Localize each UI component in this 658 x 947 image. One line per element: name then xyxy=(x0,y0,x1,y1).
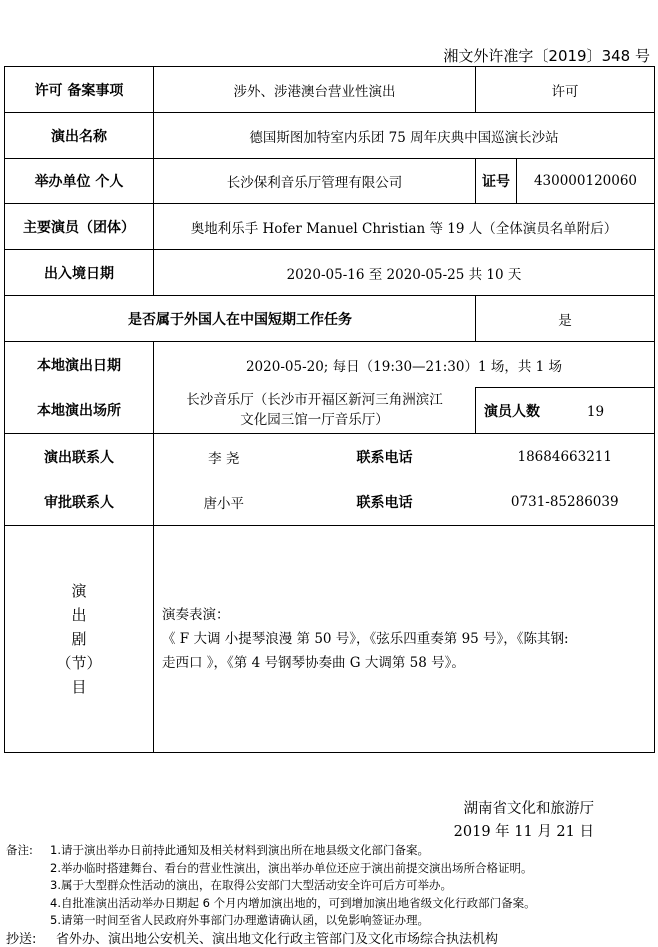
notes-header: 备注: xyxy=(6,843,33,857)
show-name-label: 演出名称 xyxy=(5,113,154,159)
cert-label: 证号 xyxy=(476,159,517,204)
show-name-value: 德国斯图加特室内乐团 75 周年庆典中国巡演长沙站 xyxy=(154,113,655,159)
note-item-3: 3.属于大型群众性活动的演出，在取得公安部门大型活动安全许可后方可举办。 xyxy=(50,878,452,892)
entry-dates-label: 出入境日期 xyxy=(5,250,154,296)
program-line-2: 走西口 》，《第 4 号钢琴协奏曲 G 大调第 58 号》。 xyxy=(162,655,465,671)
performer-count-label: 演员人数 xyxy=(484,403,540,420)
venue-label: 本地演出场所 xyxy=(5,388,154,434)
approver-label: 审批联系人 xyxy=(5,480,154,526)
cc-line xyxy=(6,928,498,947)
notes-section xyxy=(6,842,656,930)
organizer-value: 长沙保利音乐厅管理有限公司 xyxy=(154,159,476,204)
contact-label: 演出联系人 xyxy=(5,434,154,480)
performers-label: 主要演员（团体） xyxy=(5,204,154,250)
row-contact xyxy=(5,434,655,480)
document-number: 湘文外许准字〔2019〕348 号 xyxy=(443,47,650,65)
program-line-1: 《 F 大调 小提琴浪漫 第 50 号》，《弦乐四重奏第 95 号》，《陈其钢: xyxy=(162,631,569,647)
approver-phone-label: 联系电话 xyxy=(294,480,476,526)
note-item-2: 2.举办临时搭建舞台、看台的营业性演出，演出举办单位还应于演出前提交演出场所合格证明。 xyxy=(50,860,533,875)
row-short-term xyxy=(5,296,655,342)
program-label-char-5: 目 xyxy=(71,678,87,696)
venue-value xyxy=(154,388,476,434)
performer-count: 19 xyxy=(586,403,605,420)
cert-number: 430000120060 xyxy=(517,159,655,204)
issue-date: 2019 年 11 月 21 日 xyxy=(453,824,594,840)
cc-header: 抄送: xyxy=(6,932,37,947)
program-content xyxy=(154,526,655,753)
note-item-4: 4.自批准演出活动举办日期起 6 个月内增加演出地的，可到增加演出地省级文化行政部门备案。 xyxy=(50,895,536,910)
performer-count-cell xyxy=(476,388,655,434)
permit-form-table xyxy=(4,66,655,753)
row-permit xyxy=(5,67,655,113)
row-entry-dates xyxy=(5,250,655,296)
permit-value: 涉外、涉港澳台营业性演出 xyxy=(154,67,476,113)
approver-phone: 0731-85286039 xyxy=(476,480,655,526)
permit-label: 许可 备案事项 xyxy=(5,67,154,113)
venue-line-1: 长沙音乐厅（长沙市开福区新河三角洲滨江 xyxy=(186,392,443,409)
note-item-1 xyxy=(6,842,656,860)
program-title: 演奏表演： xyxy=(162,607,230,623)
performers-value: 奥地利乐手 Hofer Manuel Christian 等 19 人（全体演员名单附后） xyxy=(154,204,655,250)
approver-name: 唐小平 xyxy=(154,480,294,526)
program-label-char-1: 演 xyxy=(71,582,87,600)
program-label-char-2: 出 xyxy=(71,606,87,624)
row-local-dates xyxy=(5,342,655,388)
note-item-5: 5.请第一时间至省人民政府外事部门办理邀请确认函，以免影响签证办理。 xyxy=(50,913,429,927)
program-label-char-3: 剧 xyxy=(71,630,87,648)
issuing-authority: 湖南省文化和旅游厅 xyxy=(463,801,594,817)
contact-phone-label: 联系电话 xyxy=(356,449,413,466)
cc-text: 省外办、演出地公安机关、演出地文化行政主管部门及文化市场综合执法机构 xyxy=(56,932,499,947)
contact-phone: 18684663211 xyxy=(476,434,655,480)
venue-line-2: 文化园三馆一厅音乐厅） xyxy=(240,412,389,429)
program-label xyxy=(5,526,154,753)
local-dates-label: 本地演出日期 xyxy=(5,342,154,388)
contact-name: 李 尧 xyxy=(208,450,240,467)
short-term-value: 是 xyxy=(476,296,655,342)
row-approver xyxy=(5,480,655,526)
row-venue xyxy=(5,388,655,434)
row-program xyxy=(5,526,655,753)
organizer-label: 举办单位 个人 xyxy=(5,159,154,204)
entry-dates-value: 2020-05-16 至 2020-05-25 共 10 天 xyxy=(154,250,655,296)
program-label-char-4: （节） xyxy=(56,654,102,672)
row-organizer xyxy=(5,159,655,204)
note-text-1: 1.请于演出举办日前持此通知及相关材料到演出所在地县级文化部门备案。 xyxy=(50,843,429,857)
row-show-name xyxy=(5,113,655,159)
short-term-label: 是否属于外国人在中国短期工作任务 xyxy=(5,296,476,342)
local-dates-value: 2020-05-20; 每日（19:30—21:30）1 场，共 1 场 xyxy=(154,342,655,388)
permit-type: 许可 xyxy=(476,67,655,113)
row-performers xyxy=(5,204,655,250)
